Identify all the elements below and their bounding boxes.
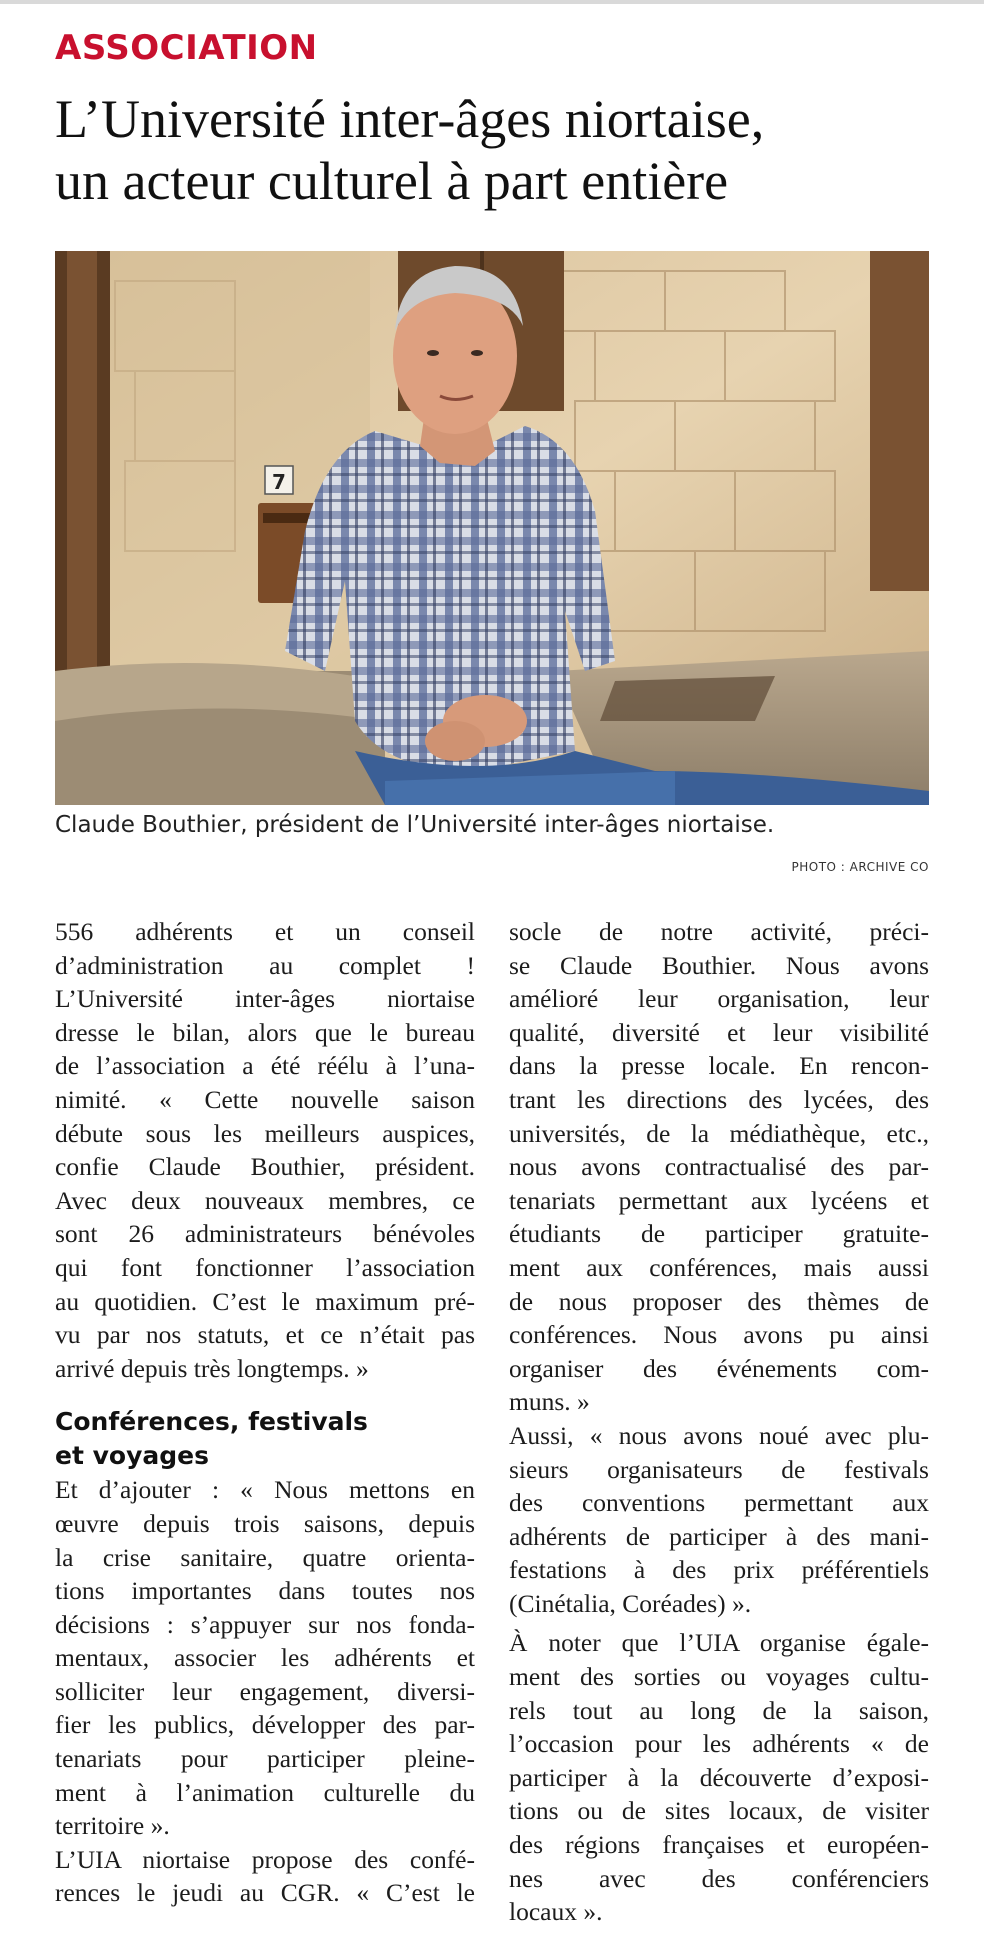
text-line: Avec deux nouveaux membres, ce: [55, 1185, 475, 1215]
paragraph: [509, 915, 929, 1419]
text-line: territoire ».: [55, 1811, 170, 1841]
text-line: étudiants de participer gratuite-: [509, 1219, 929, 1249]
text-line: tions ou de sites locaux, de visiter: [509, 1796, 929, 1826]
photo-credit: PHOTO : ARCHIVE CO: [791, 860, 929, 874]
subheading-line: Conférences, festivals: [55, 1407, 368, 1437]
article-headline: [55, 88, 955, 212]
section-kicker: ASSOCIATION: [55, 28, 318, 68]
text-line: fier les publics, développer des par-: [55, 1710, 475, 1740]
headline-line: un acteur culturel à part entière: [55, 151, 729, 211]
text-line: l’occasion pour les adhérents « de: [509, 1729, 929, 1759]
text-line: décisions : s’appuyer sur nos fonda-: [55, 1609, 475, 1639]
text-column-right: [509, 915, 929, 1929]
text-line: qualité, diversité et leur visibilité: [509, 1017, 929, 1047]
paragraph: [55, 915, 475, 1385]
text-line: des régions françaises et européen-: [509, 1830, 929, 1860]
photo-caption: Claude Bouthier, président de l’Université inter-âges niortaise.: [55, 812, 775, 838]
article-photo: [55, 251, 929, 805]
text-line: socle de notre activité, préci-: [509, 917, 929, 946]
text-line: rences le jeudi au CGR. « C’est le: [55, 1878, 475, 1908]
text-line: À noter que l’UIA organise égale-: [509, 1628, 929, 1658]
text-line: participer à la découverte d’exposi-: [509, 1762, 929, 1792]
text-line: locaux ».: [509, 1897, 603, 1927]
text-line: d’administration au complet !: [55, 950, 475, 980]
headline-line: L’Université inter-âges niortaise,: [55, 89, 765, 149]
text-line: nes avec des conférenciers: [509, 1863, 929, 1893]
text-line: ment des sorties ou voyages cultu-: [509, 1662, 929, 1692]
door-number: 7: [272, 470, 286, 494]
text-line: de l’association a été réélu à l’una-: [55, 1051, 475, 1081]
text-line: L’UIA niortaise propose des confé-: [55, 1844, 475, 1874]
text-line: organiser des événements com-: [509, 1353, 929, 1383]
text-line: festations à des prix préférentiels: [509, 1555, 929, 1585]
text-line: œuvre depuis trois saisons, depuis: [55, 1508, 475, 1538]
text-line: dans la presse locale. En rencon-: [509, 1051, 929, 1081]
paragraph: [55, 1473, 475, 1843]
text-line: Et d’ajouter : « Nous mettons en: [55, 1475, 475, 1505]
text-line: vu par nos statuts, et ce n’était pas: [55, 1320, 475, 1350]
text-line: conférences. Nous avons pu ainsi: [509, 1320, 929, 1350]
text-line: au quotidien. C’est le maximum pré-: [55, 1286, 475, 1316]
subheading: [55, 1405, 475, 1473]
text-line: mentaux, associer les adhérents et: [55, 1643, 475, 1673]
text-line: confie Claude Bouthier, président.: [55, 1152, 475, 1182]
text-line: nimité. « Cette nouvelle saison: [55, 1084, 475, 1114]
text-line: amélioré leur organisation, leur: [509, 984, 929, 1014]
text-line: sieurs organisateurs de festivals: [509, 1454, 929, 1484]
text-line: débute sous les meilleurs auspices,: [55, 1118, 475, 1148]
text-line: solliciter leur engagement, diversi-: [55, 1676, 475, 1706]
text-line: la crise sanitaire, quatre orienta-: [55, 1542, 475, 1572]
text-line: se Claude Bouthier. Nous avons: [509, 950, 929, 980]
text-line: Aussi, « nous avons noué avec plu-: [509, 1420, 929, 1450]
text-line: 556 adhérents et un conseil: [55, 917, 475, 946]
text-line: arrivé depuis très longtemps. »: [55, 1353, 369, 1383]
text-line: tions importantes dans toutes nos: [55, 1576, 475, 1606]
text-line: ment à l’animation culturelle du: [55, 1777, 475, 1807]
text-line: nous avons contractualisé des par-: [509, 1152, 929, 1182]
paragraph: [509, 1419, 929, 1621]
text-line: L’Université inter-âges niortaise: [55, 984, 475, 1014]
text-line: sont 26 administrateurs bénévoles: [55, 1219, 475, 1249]
paragraph: [55, 1843, 475, 1910]
paragraph: [509, 1626, 929, 1928]
text-line: tenariats permettant aux lycéens et: [509, 1185, 929, 1215]
text-line: tenariats pour participer pleine-: [55, 1744, 475, 1774]
text-line: qui font fonctionner l’association: [55, 1252, 475, 1282]
text-line: universités, de la médiathèque, etc.,: [509, 1118, 929, 1148]
text-line: adhérents de participer à des mani-: [509, 1521, 929, 1551]
text-line: de nous proposer des thèmes de: [509, 1286, 929, 1316]
text-line: muns. »: [509, 1387, 590, 1417]
text-line: des conventions permettant aux: [509, 1488, 929, 1518]
text-line: ment aux conférences, mais aussi: [509, 1252, 929, 1282]
text-line: rels tout au long de la saison,: [509, 1695, 929, 1725]
text-column-left: [55, 915, 475, 1910]
text-line: dresse le bilan, alors que le bureau: [55, 1017, 475, 1047]
text-line: (Cinétalia, Coréades) ».: [509, 1588, 752, 1618]
top-rule: [0, 0, 984, 4]
text-line: trant les directions des lycées, des: [509, 1084, 929, 1114]
subheading-line: et voyages: [55, 1441, 209, 1471]
